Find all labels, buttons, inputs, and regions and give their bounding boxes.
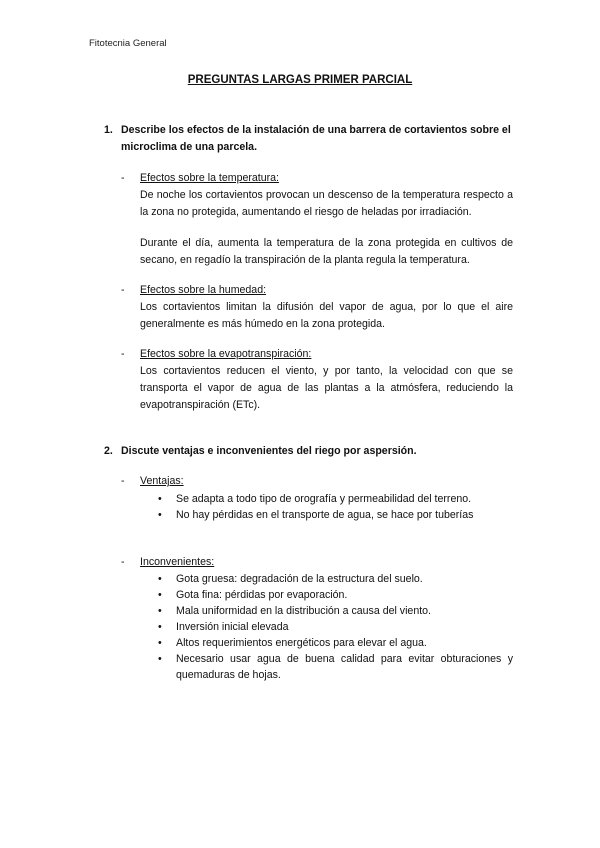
ventajas-list bbox=[158, 491, 513, 523]
bullet-icon: • bbox=[158, 653, 162, 665]
list-item: • Mala uniformidad en la distribución a causa del viento. bbox=[158, 605, 431, 617]
section-dash: - bbox=[121, 172, 125, 184]
list-item: • Inversión inicial elevada bbox=[158, 621, 289, 633]
bullet-icon: • bbox=[158, 621, 162, 633]
paragraph-temperatura-dia: Durante el día, aumenta la temperatura de la zona protegida en cultivos de secano, en regadío la transpiración de la planta regula la temperatura. bbox=[140, 237, 513, 266]
page-header-course: Fitotecnia General bbox=[89, 38, 167, 49]
list-item: • Gota fina: pérdidas por evaporación. bbox=[158, 589, 348, 601]
question-text: Describe los efectos de la instalación de una barrera de cortavientos sobre el microclima de una parcela. bbox=[121, 124, 511, 153]
question-text: Discute ventajas e inconvenientes del riego por aspersión. bbox=[121, 445, 417, 457]
inconvenientes-list bbox=[158, 571, 513, 683]
section-dash: - bbox=[121, 475, 125, 487]
bullet-icon: • bbox=[158, 493, 162, 505]
list-item: • Necesario usar agua de buena calidad para evitar obturaciones y quemaduras de hojas. bbox=[158, 653, 513, 681]
paragraph-temperatura-noche: De noche los cortavientos provocan un descenso de la temperatura respecto a la zona no protegida, aumentando el riesgo de heladas por irradiación. bbox=[140, 189, 513, 218]
paragraph-humedad: Los cortavientos limitan la difusión del vapor de agua, por lo que el aire generalmente es más húmedo en la zona protegida. bbox=[140, 301, 513, 330]
paragraph-evapotranspiracion: Los cortavientos reducen el viento, y por tanto, la velocidad con que se transporta el vapor de agua de las plantas a la atmósfera, reduciendo la evapotranspiración (ETc). bbox=[140, 365, 513, 411]
bullet-icon: • bbox=[158, 637, 162, 649]
section-heading-evapotranspiracion: Efectos sobre la evapotranspiración: bbox=[140, 348, 312, 360]
question-number: 2. bbox=[104, 445, 113, 457]
section-heading-ventajas: Ventajas: bbox=[140, 475, 184, 487]
list-item: • Altos requerimientos energéticos para elevar el agua. bbox=[158, 637, 427, 649]
list-item: • No hay pérdidas en el transporte de agua, se hace por tuberías bbox=[158, 509, 474, 521]
section-heading-temperatura: Efectos sobre la temperatura: bbox=[140, 172, 279, 184]
section-heading-humedad: Efectos sobre la humedad: bbox=[140, 284, 267, 296]
list-item: • Se adapta a todo tipo de orografía y permeabilidad del terreno. bbox=[158, 493, 472, 505]
bullet-icon: • bbox=[158, 589, 162, 601]
section-dash: - bbox=[121, 348, 125, 360]
list-item: • Gota gruesa: degradación de la estructura del suelo. bbox=[158, 573, 423, 585]
bullet-icon: • bbox=[158, 509, 162, 521]
section-dash: - bbox=[121, 284, 125, 296]
section-heading-inconvenientes: Inconvenientes: bbox=[140, 556, 215, 568]
question-number: 1. bbox=[104, 124, 113, 136]
document-title: PREGUNTAS LARGAS PRIMER PARCIAL bbox=[187, 74, 413, 86]
section-dash: - bbox=[121, 556, 125, 568]
bullet-icon: • bbox=[158, 573, 162, 585]
bullet-icon: • bbox=[158, 605, 162, 617]
